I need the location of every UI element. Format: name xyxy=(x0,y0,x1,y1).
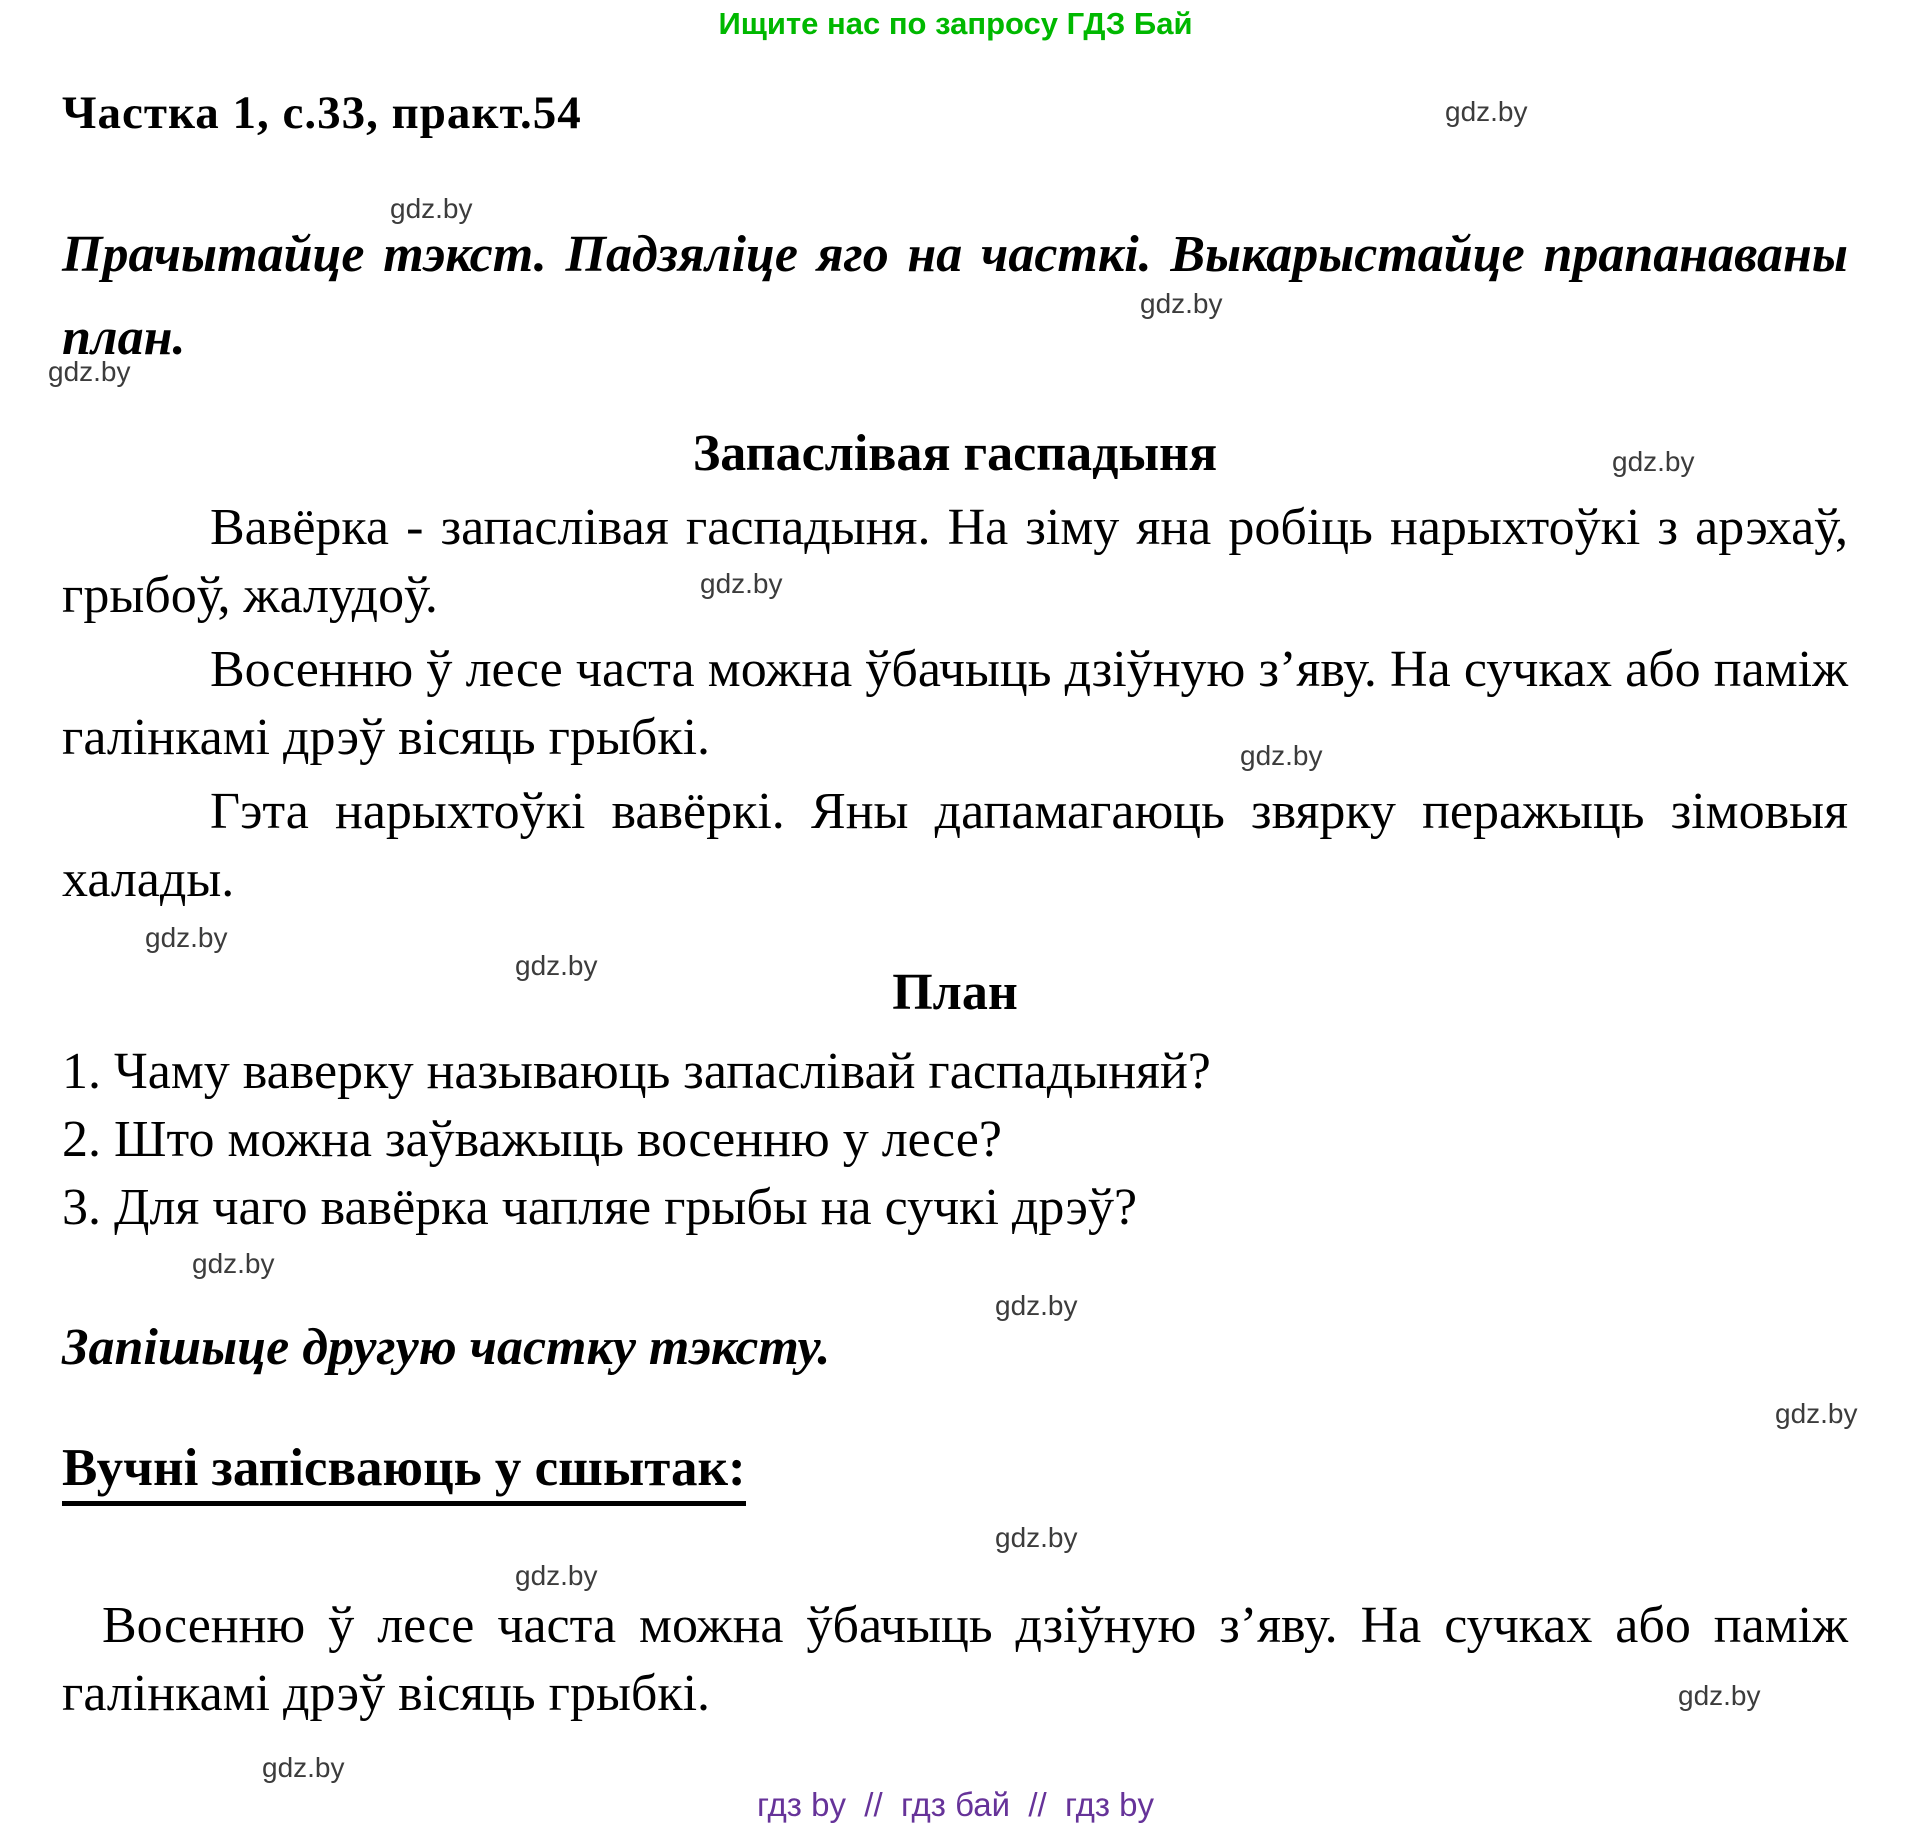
promo-banner-text: Ищите нас по запросу ГДЗ Бай xyxy=(718,6,1193,41)
plan-title: План xyxy=(892,964,1018,1021)
plan-item: 1. Чаму ваверку называюць запаслівай гаспадыняй? xyxy=(62,1043,1211,1100)
answer-heading-text: Вучні запісваюць у сшытак: xyxy=(62,1438,746,1506)
gdz-watermark: gdz.by xyxy=(515,1560,598,1591)
story-title: Запаслівая гаспадыня xyxy=(692,425,1218,482)
footer-links: гдз by // гдз бай // гдз by xyxy=(757,1786,1154,1823)
plan-list xyxy=(62,1038,1848,1242)
gdz-watermark: gdz.by xyxy=(1612,446,1695,477)
gdz-watermark: gdz.by xyxy=(145,922,228,953)
plan-item: 2. Што можна заўважыць восенню у лесе? xyxy=(62,1111,1002,1169)
exercise-instruction: Прачытайце тэкст. Падзяліце яго на часткі. Выкарыстайце прапанаваны план. xyxy=(62,226,1848,367)
gdz-watermark: gdz.by xyxy=(995,1522,1078,1553)
plan-item: 3. Для чаго вавёрка чапляе грыбы на сучкі дрэў? xyxy=(62,1179,1138,1237)
gdz-watermark: gdz.by xyxy=(1240,740,1323,771)
story-paragraph: Гэта нарыхтоўкі вавёркі. Яны дапамагаюць звярку перажыць зімовыя халады. xyxy=(62,783,1848,909)
gdz-watermark: gdz.by xyxy=(262,1752,345,1783)
gdz-watermark: gdz.by xyxy=(192,1248,275,1279)
gdz-watermark: gdz.by xyxy=(995,1290,1078,1321)
gdz-watermark: gdz.by xyxy=(390,193,473,224)
gdz-watermark: gdz.by xyxy=(48,356,131,387)
gdz-watermark: gdz.by xyxy=(515,950,598,981)
gdz-watermark: gdz.by xyxy=(1445,96,1528,127)
task-instruction: Запішыце другую частку тэксту. xyxy=(62,1319,831,1376)
answer-heading xyxy=(62,1438,746,1506)
answer-paragraph: Восенню ў лесе часта можна ўбачыць дзіўную з’яву. На сучках або паміж галінкамі дрэў вісяць грыбкі. xyxy=(62,1597,1848,1723)
gdz-watermark: gdz.by xyxy=(1140,288,1223,319)
gdz-watermark: gdz.by xyxy=(1775,1398,1858,1429)
story-paragraph: Вавёрка - запаслівая гаспадыня. На зіму яна робіць нарыхтоўкі з арэхаў, грыбоў, жалудоў. xyxy=(62,499,1848,625)
gdz-watermark: gdz.by xyxy=(700,568,783,599)
page-title: Частка 1, с.33, практ.54 xyxy=(62,87,582,139)
gdz-watermark: gdz.by xyxy=(1678,1680,1761,1711)
story-paragraph: Восенню ў лесе часта можна ўбачыць дзіўную з’яву. На сучках або паміж галінкамі дрэў вісяць грыбкі. xyxy=(62,641,1848,767)
